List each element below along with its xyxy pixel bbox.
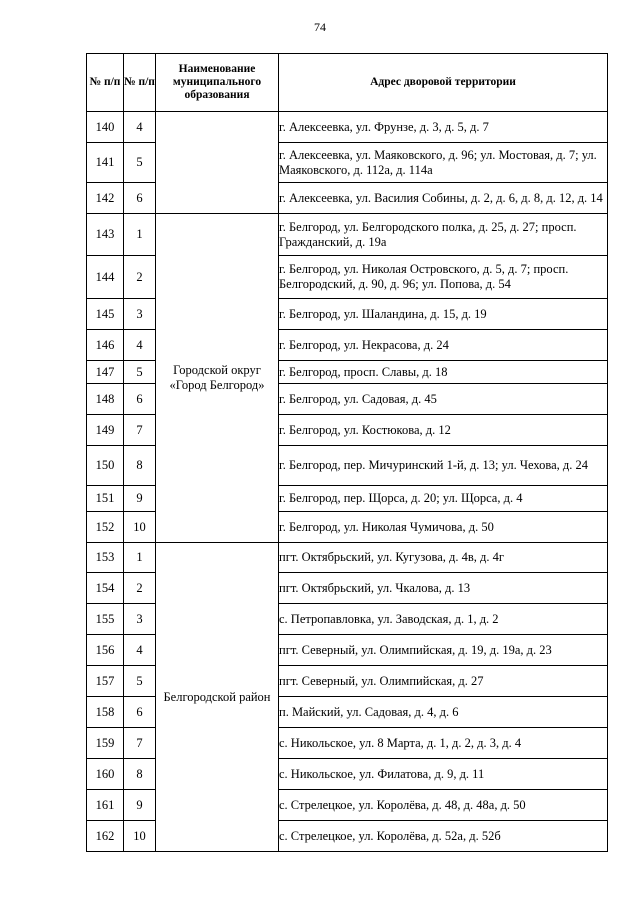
address-cell: г. Алексеевка, ул. Василия Собины, д. 2, д. 6, д. 8, д. 12, д. 14 xyxy=(279,183,608,214)
row-sub-number: 5 xyxy=(124,666,156,697)
address-cell: с. Стрелецкое, ул. Королёва, д. 52а, д. 52б xyxy=(279,821,608,852)
row-number: 155 xyxy=(87,604,124,635)
municipality-cell xyxy=(156,112,279,214)
address-cell: пгт. Северный, ул. Олимпийская, д. 27 xyxy=(279,666,608,697)
address-cell: г. Белгород, ул. Николая Островского, д. 5, д. 7; просп. Белгородский, д. 90, д. 96; ул. Попова, д. 54 xyxy=(279,256,608,299)
row-number: 141 xyxy=(87,143,124,183)
row-sub-number: 6 xyxy=(124,183,156,214)
row-sub-number: 8 xyxy=(124,759,156,790)
row-number: 160 xyxy=(87,759,124,790)
address-cell: г. Белгород, просп. Славы, д. 18 xyxy=(279,361,608,384)
row-number: 149 xyxy=(87,415,124,446)
row-number: 157 xyxy=(87,666,124,697)
table-row xyxy=(87,112,608,143)
address-cell: г. Алексеевка, ул. Маяковского, д. 96; ул. Мостовая, д. 7; ул. Маяковского, д. 112а, д. 114а xyxy=(279,143,608,183)
address-table xyxy=(86,53,608,852)
header-address: Адрес дворовой территории xyxy=(279,54,608,112)
row-number: 140 xyxy=(87,112,124,143)
address-cell: п. Майский, ул. Садовая, д. 4, д. 6 xyxy=(279,697,608,728)
page-number: 74 xyxy=(314,20,326,34)
address-cell: с. Никольское, ул. Филатова, д. 9, д. 11 xyxy=(279,759,608,790)
row-sub-number: 9 xyxy=(124,790,156,821)
row-number: 159 xyxy=(87,728,124,759)
table-header-row xyxy=(87,54,608,112)
row-sub-number: 8 xyxy=(124,446,156,486)
address-cell: г. Белгород, ул. Садовая, д. 45 xyxy=(279,384,608,415)
row-sub-number: 1 xyxy=(124,543,156,573)
municipality-cell: Городской округ «Город Белгород» xyxy=(156,214,279,543)
address-cell: пгт. Октябрьский, ул. Кугузова, д. 4в, д. 4г xyxy=(279,543,608,573)
row-number: 153 xyxy=(87,543,124,573)
row-number: 148 xyxy=(87,384,124,415)
row-number: 161 xyxy=(87,790,124,821)
row-sub-number: 2 xyxy=(124,573,156,604)
row-sub-number: 10 xyxy=(124,821,156,852)
row-number: 152 xyxy=(87,512,124,543)
address-cell: г. Белгород, пер. Мичуринский 1-й, д. 13; ул. Чехова, д. 24 xyxy=(279,446,608,486)
table-row xyxy=(87,214,608,256)
address-cell: пгт. Октябрьский, ул. Чкалова, д. 13 xyxy=(279,573,608,604)
row-sub-number: 7 xyxy=(124,728,156,759)
row-sub-number: 6 xyxy=(124,697,156,728)
row-sub-number: 6 xyxy=(124,384,156,415)
row-number: 158 xyxy=(87,697,124,728)
table-body xyxy=(87,112,608,852)
row-sub-number: 4 xyxy=(124,112,156,143)
row-number: 154 xyxy=(87,573,124,604)
row-number: 150 xyxy=(87,446,124,486)
row-number: 143 xyxy=(87,214,124,256)
row-number: 145 xyxy=(87,299,124,330)
header-sub-number: № п/п xyxy=(124,54,156,112)
address-cell: г. Белгород, ул. Костюкова, д. 12 xyxy=(279,415,608,446)
header-number: № п/п xyxy=(87,54,124,112)
header-municipality: Наименование муниципального образования xyxy=(156,54,279,112)
address-cell: пгт. Северный, ул. Олимпийская, д. 19, д. 19а, д. 23 xyxy=(279,635,608,666)
row-number: 147 xyxy=(87,361,124,384)
address-cell: г. Белгород, пер. Щорса, д. 20; ул. Щорса, д. 4 xyxy=(279,486,608,512)
row-sub-number: 7 xyxy=(124,415,156,446)
address-cell: г. Белгород, ул. Шаландина, д. 15, д. 19 xyxy=(279,299,608,330)
row-number: 146 xyxy=(87,330,124,361)
address-cell: с. Никольское, ул. 8 Марта, д. 1, д. 2, д. 3, д. 4 xyxy=(279,728,608,759)
address-cell: г. Белгород, ул. Некрасова, д. 24 xyxy=(279,330,608,361)
row-sub-number: 3 xyxy=(124,299,156,330)
address-cell: г. Белгород, ул. Белгородского полка, д. 25, д. 27; просп. Гражданский, д. 19а xyxy=(279,214,608,256)
row-number: 151 xyxy=(87,486,124,512)
row-sub-number: 2 xyxy=(124,256,156,299)
row-number: 142 xyxy=(87,183,124,214)
row-sub-number: 4 xyxy=(124,635,156,666)
row-number: 144 xyxy=(87,256,124,299)
row-sub-number: 1 xyxy=(124,214,156,256)
row-sub-number: 3 xyxy=(124,604,156,635)
row-sub-number: 5 xyxy=(124,361,156,384)
row-sub-number: 4 xyxy=(124,330,156,361)
municipality-cell: Белгородской район xyxy=(156,543,279,852)
address-cell: г. Алексеевка, ул. Фрунзе, д. 3, д. 5, д. 7 xyxy=(279,112,608,143)
row-sub-number: 5 xyxy=(124,143,156,183)
address-cell: г. Белгород, ул. Николая Чумичова, д. 50 xyxy=(279,512,608,543)
row-number: 162 xyxy=(87,821,124,852)
row-sub-number: 10 xyxy=(124,512,156,543)
address-cell: с. Стрелецкое, ул. Королёва, д. 48, д. 48а, д. 50 xyxy=(279,790,608,821)
row-sub-number: 9 xyxy=(124,486,156,512)
address-cell: с. Петропавловка, ул. Заводская, д. 1, д. 2 xyxy=(279,604,608,635)
table-row xyxy=(87,543,608,573)
row-number: 156 xyxy=(87,635,124,666)
